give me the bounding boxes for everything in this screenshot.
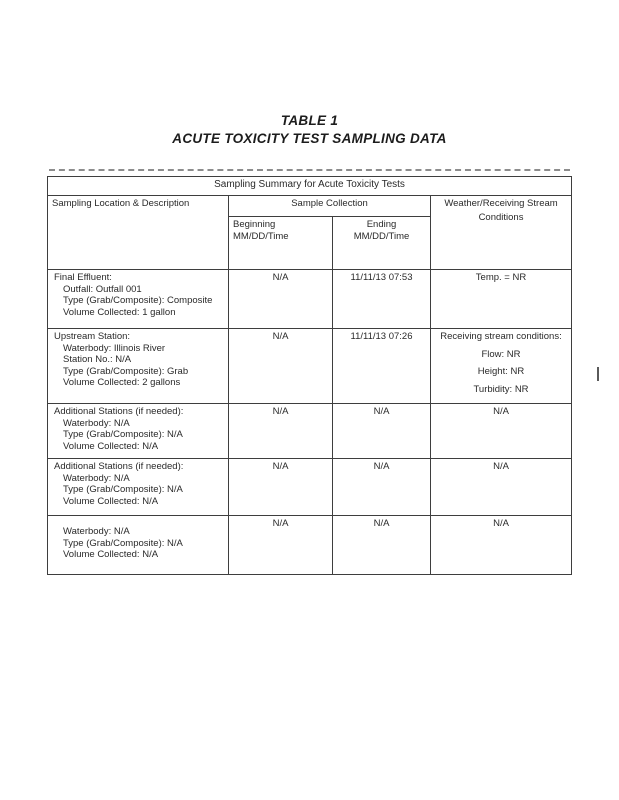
text-line: Final Effluent: bbox=[54, 272, 112, 283]
text-line: Station No.: N/A bbox=[63, 354, 132, 365]
cell-beginning: N/A bbox=[229, 329, 333, 404]
table-row-additional-1 bbox=[48, 404, 572, 459]
text-line: Beginning bbox=[233, 219, 276, 230]
text-line: Ending bbox=[366, 219, 397, 230]
cell-weather bbox=[431, 329, 572, 404]
cell-location bbox=[48, 516, 229, 575]
cell-weather bbox=[431, 270, 572, 329]
cell-location bbox=[48, 404, 229, 459]
cell-ending: N/A bbox=[333, 516, 431, 575]
text-line: MM/DD/Time bbox=[353, 230, 410, 242]
location-text bbox=[52, 331, 224, 389]
table-row-additional-3 bbox=[48, 516, 572, 575]
text-line: Volume Collected: N/A bbox=[63, 440, 159, 452]
text-line: Temp. = NR bbox=[475, 272, 527, 283]
header-weather-text bbox=[435, 198, 567, 223]
cell-beginning: N/A bbox=[229, 459, 333, 516]
location-text bbox=[52, 272, 224, 318]
text-line: Type (Grab/Composite): N/A bbox=[63, 484, 183, 495]
text-line: N/A bbox=[493, 461, 509, 472]
location-text bbox=[52, 461, 224, 507]
text-line: Waterbody: N/A bbox=[63, 417, 130, 429]
text-line: MM/DD/Time bbox=[233, 230, 289, 242]
text-line: N/A bbox=[493, 518, 509, 529]
text-line: Weather/Receiving Stream bbox=[444, 198, 558, 209]
text-line: Type (Grab/Composite): N/A bbox=[63, 537, 183, 549]
header-beginning bbox=[229, 217, 333, 270]
text-line: Type (Grab/Composite): N/A bbox=[63, 429, 183, 440]
weather-text bbox=[435, 272, 567, 284]
text-line: Height: NR bbox=[477, 366, 525, 377]
weather-text bbox=[435, 461, 567, 473]
text-line: Volume Collected: N/A bbox=[63, 549, 159, 560]
header-ending bbox=[333, 217, 431, 270]
header-weather-conditions bbox=[431, 196, 572, 270]
text-line: Conditions bbox=[478, 211, 524, 223]
cell-ending: N/A bbox=[333, 404, 431, 459]
text-line: N/A bbox=[493, 406, 509, 417]
header-ending-text bbox=[337, 219, 426, 242]
cell-weather bbox=[431, 459, 572, 516]
cell-ending: 11/11/13 07:53 bbox=[333, 270, 431, 329]
header-sampling-location: Sampling Location & Description bbox=[48, 196, 229, 270]
cell-beginning: N/A bbox=[229, 404, 333, 459]
text-line: Waterbody: N/A bbox=[63, 526, 130, 537]
cell-location bbox=[48, 329, 229, 404]
weather-text bbox=[435, 518, 567, 530]
cell-weather bbox=[431, 404, 572, 459]
text-line: Type (Grab/Composite): Grab bbox=[63, 365, 189, 377]
location-text bbox=[52, 406, 224, 452]
sampling-data-table bbox=[47, 176, 572, 575]
table-caption: Sampling Summary for Acute Toxicity Tests bbox=[48, 177, 572, 196]
document-title bbox=[0, 112, 619, 148]
text-line: Outfall: Outfall 001 bbox=[63, 283, 142, 295]
table-title: ACUTE TOXICITY TEST SAMPLING DATA bbox=[172, 131, 447, 146]
header-beginning-text bbox=[233, 219, 328, 242]
caption-row bbox=[48, 177, 572, 196]
scan-artifact-tick bbox=[597, 367, 599, 381]
text-line: Volume Collected: 1 gallon bbox=[63, 306, 176, 318]
text-line: Additional Stations (if needed): bbox=[54, 406, 184, 417]
text-line: Additional Stations (if needed): bbox=[54, 461, 184, 472]
text-line: Volume Collected: 2 gallons bbox=[63, 377, 181, 388]
text-line: Flow: NR bbox=[481, 348, 521, 360]
header-row-1 bbox=[48, 196, 572, 217]
cell-beginning: N/A bbox=[229, 516, 333, 575]
location-text bbox=[52, 518, 224, 561]
text-line: Waterbody: Illinois River bbox=[63, 342, 166, 354]
text-line: Upstream Station: bbox=[54, 331, 131, 342]
cell-location bbox=[48, 459, 229, 516]
cell-ending: 11/11/13 07:26 bbox=[333, 329, 431, 404]
table-row-final-effluent bbox=[48, 270, 572, 329]
table-number: TABLE 1 bbox=[280, 113, 339, 128]
table-row-upstream-station bbox=[48, 329, 572, 404]
text-line: Turbidity: NR bbox=[473, 383, 529, 395]
header-sample-collection: Sample Collection bbox=[229, 196, 431, 217]
text-line: Volume Collected: N/A bbox=[63, 495, 159, 507]
weather-text bbox=[435, 406, 567, 418]
cell-weather bbox=[431, 516, 572, 575]
text-line: Waterbody: N/A bbox=[63, 472, 130, 484]
weather-text bbox=[435, 331, 567, 395]
scan-artifact-dashed-line bbox=[49, 169, 570, 171]
cell-location bbox=[48, 270, 229, 329]
text-line: Type (Grab/Composite): Composite bbox=[63, 295, 213, 306]
table-row-additional-2 bbox=[48, 459, 572, 516]
cell-beginning: N/A bbox=[229, 270, 333, 329]
text-line: Receiving stream conditions: bbox=[440, 331, 562, 342]
cell-ending: N/A bbox=[333, 459, 431, 516]
